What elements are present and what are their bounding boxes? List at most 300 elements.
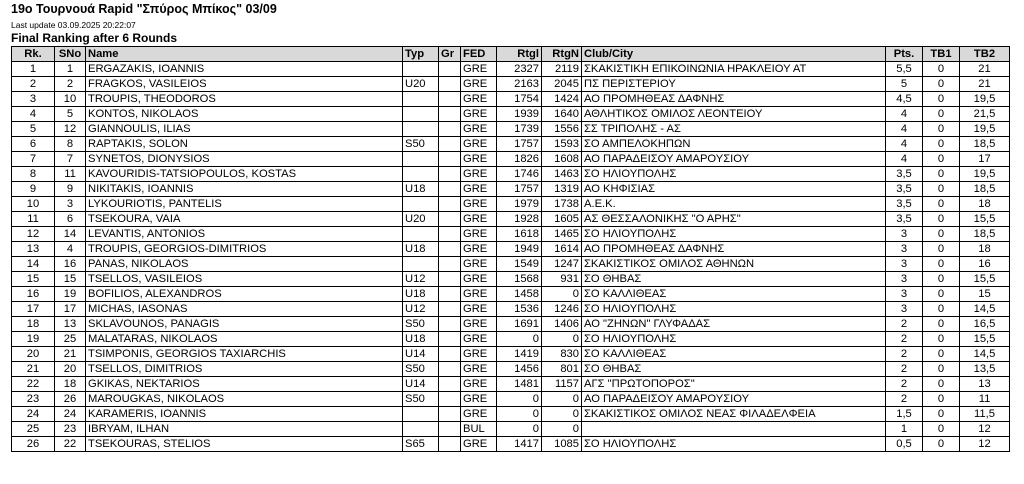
cell-tb1: 0 — [923, 62, 960, 77]
cell-start-number: 11 — [55, 167, 86, 182]
cell-federation: GRE — [461, 212, 497, 227]
cell-rank: 17 — [12, 302, 55, 317]
cell-group — [439, 362, 461, 377]
cell-rating-international: 1618 — [497, 227, 542, 242]
cell-player-name[interactable]: FRAGKOS, VASILEIOS — [86, 77, 403, 92]
cell-rating-national: 1157 — [542, 377, 582, 392]
cell-rank: 21 — [12, 362, 55, 377]
cell-rating-international: 0 — [497, 422, 542, 437]
col-header-type[interactable]: Typ — [403, 47, 439, 62]
cell-player-name[interactable]: LEVANTIS, ANTONIOS — [86, 227, 403, 242]
cell-type: U18 — [403, 182, 439, 197]
cell-player-name[interactable]: MAROUGKAS, NIKOLAOS — [86, 392, 403, 407]
cell-type — [403, 152, 439, 167]
cell-club: ΑΟ ΚΗΦΙΣΙΑΣ — [582, 182, 886, 197]
cell-tb2: 21,5 — [960, 107, 1010, 122]
cell-points: 3 — [886, 227, 923, 242]
tournament-title: 19ο Τουρνουά Rapid "Σπύρος Μπίκος" 03/09 — [11, 2, 277, 16]
cell-player-name[interactable]: RAPTAKIS, SOLON — [86, 137, 403, 152]
cell-start-number: 17 — [55, 302, 86, 317]
table-row — [12, 347, 1010, 362]
cell-type: S50 — [403, 137, 439, 152]
cell-rating-national: 1593 — [542, 137, 582, 152]
table-row — [12, 182, 1010, 197]
cell-club: ΣΚΑΚΙΣΤΙΚΟΣ ΟΜΙΛΟΣ ΝΕΑΣ ΦΙΛΑΔΕΛΦΕΙΑ — [582, 407, 886, 422]
cell-federation: GRE — [461, 62, 497, 77]
cell-rating-international: 0 — [497, 332, 542, 347]
cell-type: U12 — [403, 272, 439, 287]
cell-federation: GRE — [461, 332, 497, 347]
cell-rating-national: 931 — [542, 272, 582, 287]
cell-rank: 13 — [12, 242, 55, 257]
cell-club: ΣΟ ΗΛΙΟΥΠΟΛΗΣ — [582, 437, 886, 452]
cell-federation: GRE — [461, 362, 497, 377]
table-header-row — [12, 47, 1010, 62]
cell-federation: BUL — [461, 422, 497, 437]
cell-tb1: 0 — [923, 167, 960, 182]
cell-player-name[interactable]: KONTOS, NIKOLAOS — [86, 107, 403, 122]
cell-points: 3 — [886, 272, 923, 287]
cell-rating-national: 0 — [542, 422, 582, 437]
cell-tb1: 0 — [923, 257, 960, 272]
cell-tb1: 0 — [923, 302, 960, 317]
cell-club: ΑΟ ΠΡΟΜΗΘΕΑΣ ΔΑΦΝΗΣ — [582, 242, 886, 257]
cell-federation: GRE — [461, 197, 497, 212]
cell-start-number: 3 — [55, 197, 86, 212]
cell-start-number: 14 — [55, 227, 86, 242]
cell-player-name[interactable]: TSELLOS, VASILEIOS — [86, 272, 403, 287]
col-header-group[interactable]: Gr — [439, 47, 461, 62]
cell-type: U12 — [403, 302, 439, 317]
cell-rank: 2 — [12, 77, 55, 92]
cell-points: 4 — [886, 137, 923, 152]
cell-rating-international: 1826 — [497, 152, 542, 167]
col-header-tb2[interactable]: TB2 — [960, 47, 1010, 62]
cell-tb1: 0 — [923, 422, 960, 437]
cell-rating-national: 830 — [542, 347, 582, 362]
cell-club: ΣΣ ΤΡΙΠΟΛΗΣ - ΑΣ — [582, 122, 886, 137]
cell-rank: 9 — [12, 182, 55, 197]
cell-start-number: 19 — [55, 287, 86, 302]
cell-rating-national: 0 — [542, 332, 582, 347]
cell-group — [439, 167, 461, 182]
cell-player-name[interactable]: KARAMERIS, IOANNIS — [86, 407, 403, 422]
cell-type — [403, 227, 439, 242]
cell-start-number: 12 — [55, 122, 86, 137]
cell-tb1: 0 — [923, 287, 960, 302]
cell-start-number: 7 — [55, 152, 86, 167]
cell-tb2: 19,5 — [960, 122, 1010, 137]
cell-federation: GRE — [461, 122, 497, 137]
cell-tb2: 11,5 — [960, 407, 1010, 422]
cell-group — [439, 197, 461, 212]
cell-federation: GRE — [461, 407, 497, 422]
cell-group — [439, 347, 461, 362]
cell-start-number: 25 — [55, 332, 86, 347]
cell-tb1: 0 — [923, 362, 960, 377]
cell-rating-national: 1640 — [542, 107, 582, 122]
cell-start-number: 10 — [55, 92, 86, 107]
table-row — [12, 197, 1010, 212]
cell-points: 2 — [886, 362, 923, 377]
cell-rating-national: 1406 — [542, 317, 582, 332]
cell-federation: GRE — [461, 92, 497, 107]
cell-start-number: 22 — [55, 437, 86, 452]
cell-start-number: 6 — [55, 212, 86, 227]
cell-start-number: 23 — [55, 422, 86, 437]
cell-group — [439, 62, 461, 77]
table-row — [12, 377, 1010, 392]
cell-rank: 3 — [12, 92, 55, 107]
cell-player-name[interactable]: SKLAVOUNOS, PANAGIS — [86, 317, 403, 332]
cell-type — [403, 107, 439, 122]
cell-rating-international: 1757 — [497, 137, 542, 152]
table-row — [12, 62, 1010, 77]
cell-club: ΣΟ ΚΑΛΛΙΘΕΑΣ — [582, 347, 886, 362]
cell-type: S50 — [403, 362, 439, 377]
cell-rating-international: 1754 — [497, 92, 542, 107]
table-row — [12, 167, 1010, 182]
cell-tb1: 0 — [923, 152, 960, 167]
cell-tb2: 19,5 — [960, 167, 1010, 182]
cell-rank: 22 — [12, 377, 55, 392]
col-header-club[interactable]: Club/City — [582, 47, 886, 62]
table-row — [12, 317, 1010, 332]
ranking-table-body — [12, 62, 1010, 452]
cell-tb1: 0 — [923, 182, 960, 197]
cell-federation: GRE — [461, 242, 497, 257]
cell-rating-national: 2119 — [542, 62, 582, 77]
cell-player-name[interactable]: TSIMPONIS, GEORGIOS TAXIARCHIS — [86, 347, 403, 362]
cell-club: ΑΟ "ΖΗΝΩΝ" ΓΛΥΦΑΔΑΣ — [582, 317, 886, 332]
cell-start-number: 15 — [55, 272, 86, 287]
cell-player-name[interactable]: BOFILIOS, ALEXANDROS — [86, 287, 403, 302]
cell-rating-international: 1939 — [497, 107, 542, 122]
cell-tb2: 13,5 — [960, 362, 1010, 377]
cell-tb2: 12 — [960, 437, 1010, 452]
cell-rating-international: 1568 — [497, 272, 542, 287]
cell-club: ΣΟ ΚΑΛΛΙΘΕΑΣ — [582, 287, 886, 302]
cell-player-name[interactable]: TSEKOURAS, STELIOS — [86, 437, 403, 452]
cell-federation: GRE — [461, 287, 497, 302]
cell-rating-national: 1608 — [542, 152, 582, 167]
cell-group — [439, 317, 461, 332]
cell-player-name[interactable]: MALATARAS, NIKOLAOS — [86, 332, 403, 347]
cell-rank: 26 — [12, 437, 55, 452]
cell-rank: 1 — [12, 62, 55, 77]
cell-federation: GRE — [461, 182, 497, 197]
cell-type — [403, 422, 439, 437]
table-row — [12, 227, 1010, 242]
cell-rank: 10 — [12, 197, 55, 212]
cell-group — [439, 437, 461, 452]
cell-points: 3,5 — [886, 167, 923, 182]
cell-points: 0,5 — [886, 437, 923, 452]
cell-group — [439, 392, 461, 407]
cell-start-number: 8 — [55, 137, 86, 152]
cell-group — [439, 182, 461, 197]
cell-rank: 23 — [12, 392, 55, 407]
cell-group — [439, 242, 461, 257]
cell-tb1: 0 — [923, 122, 960, 137]
col-header-rank[interactable]: Rk. — [12, 47, 55, 62]
cell-rank: 24 — [12, 407, 55, 422]
cell-group — [439, 77, 461, 92]
cell-player-name[interactable]: SYNETOS, DIONYSIOS — [86, 152, 403, 167]
cell-player-name[interactable]: GIANNOULIS, ILIAS — [86, 122, 403, 137]
cell-start-number: 16 — [55, 257, 86, 272]
cell-points: 2 — [886, 332, 923, 347]
cell-player-name[interactable]: MICHAS, IASONAS — [86, 302, 403, 317]
cell-tb1: 0 — [923, 242, 960, 257]
cell-federation: GRE — [461, 257, 497, 272]
table-row — [12, 212, 1010, 227]
cell-type — [403, 122, 439, 137]
cell-rank: 19 — [12, 332, 55, 347]
table-row — [12, 257, 1010, 272]
cell-player-name[interactable]: TROUPIS, THEODOROS — [86, 92, 403, 107]
cell-tb2: 16,5 — [960, 317, 1010, 332]
col-header-points[interactable]: Pts. — [886, 47, 923, 62]
cell-points: 3 — [886, 287, 923, 302]
cell-rating-international: 2327 — [497, 62, 542, 77]
cell-rating-national: 1319 — [542, 182, 582, 197]
cell-tb2: 15,5 — [960, 212, 1010, 227]
table-row — [12, 437, 1010, 452]
cell-federation: GRE — [461, 272, 497, 287]
cell-federation: GRE — [461, 167, 497, 182]
cell-tb1: 0 — [923, 317, 960, 332]
cell-rank: 7 — [12, 152, 55, 167]
table-row — [12, 242, 1010, 257]
last-update-text: Last update 03.09.2025 20:22:07 — [11, 20, 136, 30]
cell-rating-national: 0 — [542, 392, 582, 407]
col-header-rating-international[interactable]: Rtgl — [497, 47, 542, 62]
table-row — [12, 137, 1010, 152]
table-row — [12, 77, 1010, 92]
table-row — [12, 362, 1010, 377]
cell-federation: GRE — [461, 377, 497, 392]
cell-points: 3 — [886, 257, 923, 272]
cell-rating-international: 1481 — [497, 377, 542, 392]
cell-player-name[interactable]: KAVOURIDIS-TATSIOPOULOS, KOSTAS — [86, 167, 403, 182]
cell-rating-national: 0 — [542, 287, 582, 302]
cell-federation: GRE — [461, 392, 497, 407]
cell-player-name[interactable]: GKIKAS, NEKTARIOS — [86, 377, 403, 392]
cell-type: U18 — [403, 332, 439, 347]
cell-rating-national: 1463 — [542, 167, 582, 182]
cell-rating-national: 1085 — [542, 437, 582, 452]
cell-group — [439, 92, 461, 107]
cell-tb1: 0 — [923, 107, 960, 122]
cell-points: 4 — [886, 122, 923, 137]
cell-rank: 25 — [12, 422, 55, 437]
cell-points: 2 — [886, 317, 923, 332]
cell-club: ΣΟ ΗΛΙΟΥΠΟΛΗΣ — [582, 332, 886, 347]
cell-rating-international: 1417 — [497, 437, 542, 452]
cell-tb2: 18 — [960, 242, 1010, 257]
cell-points: 2 — [886, 347, 923, 362]
cell-player-name[interactable]: LYKOURIOTIS, PANTELIS — [86, 197, 403, 212]
cell-club: ΣΟ ΗΛΙΟΥΠΟΛΗΣ — [582, 167, 886, 182]
cell-rating-international: 1746 — [497, 167, 542, 182]
cell-player-name[interactable]: PANAS, NIKOLAOS — [86, 257, 403, 272]
cell-rank: 6 — [12, 137, 55, 152]
cell-points: 3,5 — [886, 197, 923, 212]
cell-tb1: 0 — [923, 437, 960, 452]
ranking-heading: Final Ranking after 6 Rounds — [11, 31, 178, 45]
cell-points: 2 — [886, 392, 923, 407]
cell-rating-national: 1465 — [542, 227, 582, 242]
cell-tb2: 11 — [960, 392, 1010, 407]
table-row — [12, 122, 1010, 137]
cell-player-name[interactable]: NIKITAKIS, IOANNIS — [86, 182, 403, 197]
cell-type: U20 — [403, 212, 439, 227]
cell-rating-international: 1979 — [497, 197, 542, 212]
cell-rating-international: 1949 — [497, 242, 542, 257]
cell-group — [439, 272, 461, 287]
cell-tb2: 15 — [960, 287, 1010, 302]
table-row — [12, 272, 1010, 287]
cell-club: ΣΟ ΗΛΙΟΥΠΟΛΗΣ — [582, 227, 886, 242]
cell-start-number: 18 — [55, 377, 86, 392]
cell-tb1: 0 — [923, 347, 960, 362]
cell-club: ΑΘΛΗΤΙΚΟΣ ΟΜΙΛΟΣ ΛΕΟΝΤΕΙΟΥ — [582, 107, 886, 122]
cell-rating-national: 1246 — [542, 302, 582, 317]
cell-club: ΑΟ ΠΑΡΑΔΕΙΣΟΥ ΑΜΑΡΟΥΣΙΟΥ — [582, 152, 886, 167]
cell-type: U14 — [403, 347, 439, 362]
cell-points: 5 — [886, 77, 923, 92]
cell-tb1: 0 — [923, 92, 960, 107]
cell-rating-national: 1247 — [542, 257, 582, 272]
cell-type — [403, 407, 439, 422]
cell-rating-national: 1424 — [542, 92, 582, 107]
cell-tb2: 16 — [960, 257, 1010, 272]
cell-group — [439, 302, 461, 317]
cell-federation: GRE — [461, 152, 497, 167]
cell-start-number: 1 — [55, 62, 86, 77]
cell-start-number: 20 — [55, 362, 86, 377]
cell-rank: 5 — [12, 122, 55, 137]
cell-federation: GRE — [461, 107, 497, 122]
cell-player-name[interactable]: ERGAZAKIS, IOANNIS — [86, 62, 403, 77]
cell-group — [439, 422, 461, 437]
cell-points: 2 — [886, 377, 923, 392]
cell-group — [439, 377, 461, 392]
cell-type — [403, 257, 439, 272]
cell-tb1: 0 — [923, 227, 960, 242]
cell-rating-international: 1739 — [497, 122, 542, 137]
cell-club: ΑΟ ΠΑΡΑΔΕΙΣΟΥ ΑΜΑΡΟΥΣΙΟΥ — [582, 392, 886, 407]
cell-points: 4 — [886, 152, 923, 167]
cell-rating-international: 1691 — [497, 317, 542, 332]
cell-club: ΠΣ ΠΕΡΙΣΤΕΡΙΟΥ — [582, 77, 886, 92]
cell-player-name[interactable]: TSEKOURA, VAIA — [86, 212, 403, 227]
cell-player-name[interactable]: TROUPIS, GEORGIOS-DIMITRIOS — [86, 242, 403, 257]
cell-points: 5,5 — [886, 62, 923, 77]
col-header-tb1[interactable]: TB1 — [923, 47, 960, 62]
cell-tb1: 0 — [923, 407, 960, 422]
cell-group — [439, 212, 461, 227]
cell-player-name[interactable]: IBRYAM, ILHAN — [86, 422, 403, 437]
cell-tb2: 18,5 — [960, 182, 1010, 197]
cell-tb2: 13 — [960, 377, 1010, 392]
cell-points: 3,5 — [886, 212, 923, 227]
cell-tb2: 19,5 — [960, 92, 1010, 107]
cell-type: S50 — [403, 392, 439, 407]
cell-rating-international: 1458 — [497, 287, 542, 302]
cell-type: S65 — [403, 437, 439, 452]
cell-rating-international: 0 — [497, 392, 542, 407]
cell-tb1: 0 — [923, 377, 960, 392]
cell-type — [403, 167, 439, 182]
ranking-table — [11, 46, 1010, 452]
cell-rating-national: 1605 — [542, 212, 582, 227]
cell-federation: GRE — [461, 437, 497, 452]
cell-tb1: 0 — [923, 332, 960, 347]
cell-group — [439, 122, 461, 137]
cell-tb2: 14,5 — [960, 302, 1010, 317]
cell-federation: GRE — [461, 137, 497, 152]
cell-club: ΣΚΑΚΙΣΤΙΚΟΣ ΟΜΙΛΟΣ ΑΘΗΝΩΝ — [582, 257, 886, 272]
cell-rank: 11 — [12, 212, 55, 227]
cell-club: ΑΣ ΘΕΣΣΑΛΟΝΙΚΗΣ "Ο ΑΡΗΣ" — [582, 212, 886, 227]
table-row — [12, 107, 1010, 122]
cell-tb2: 21 — [960, 62, 1010, 77]
cell-rank: 12 — [12, 227, 55, 242]
cell-rank: 8 — [12, 167, 55, 182]
table-row — [12, 392, 1010, 407]
cell-type: S50 — [403, 317, 439, 332]
cell-rating-international: 0 — [497, 407, 542, 422]
cell-club: ΑΓΣ "ΠΡΩΤΟΠΟΡΟΣ" — [582, 377, 886, 392]
col-header-start-number[interactable]: SNo — [55, 47, 86, 62]
col-header-rating-national[interactable]: RtgN — [542, 47, 582, 62]
cell-club: ΣΟ ΘΗΒΑΣ — [582, 272, 886, 287]
cell-group — [439, 257, 461, 272]
cell-rank: 16 — [12, 287, 55, 302]
cell-federation: GRE — [461, 347, 497, 362]
cell-rank: 20 — [12, 347, 55, 362]
cell-federation: GRE — [461, 317, 497, 332]
cell-player-name[interactable]: TSELLOS, DIMITRIOS — [86, 362, 403, 377]
table-row — [12, 407, 1010, 422]
cell-start-number: 21 — [55, 347, 86, 362]
table-row — [12, 92, 1010, 107]
cell-tb1: 0 — [923, 392, 960, 407]
cell-club — [582, 422, 886, 437]
cell-tb1: 0 — [923, 212, 960, 227]
cell-type: U14 — [403, 377, 439, 392]
cell-rating-national: 0 — [542, 407, 582, 422]
table-row — [12, 422, 1010, 437]
cell-rank: 15 — [12, 272, 55, 287]
col-header-federation[interactable]: FED — [461, 47, 497, 62]
cell-rating-national: 1556 — [542, 122, 582, 137]
cell-club: Α.Ε.Κ. — [582, 197, 886, 212]
cell-tb2: 15,5 — [960, 272, 1010, 287]
cell-start-number: 24 — [55, 407, 86, 422]
cell-rating-international: 1536 — [497, 302, 542, 317]
cell-tb1: 0 — [923, 197, 960, 212]
cell-type: U18 — [403, 242, 439, 257]
cell-tb2: 17 — [960, 152, 1010, 167]
cell-start-number: 2 — [55, 77, 86, 92]
cell-rating-national: 801 — [542, 362, 582, 377]
cell-start-number: 26 — [55, 392, 86, 407]
col-header-name[interactable]: Name — [86, 47, 403, 62]
cell-points: 3,5 — [886, 182, 923, 197]
